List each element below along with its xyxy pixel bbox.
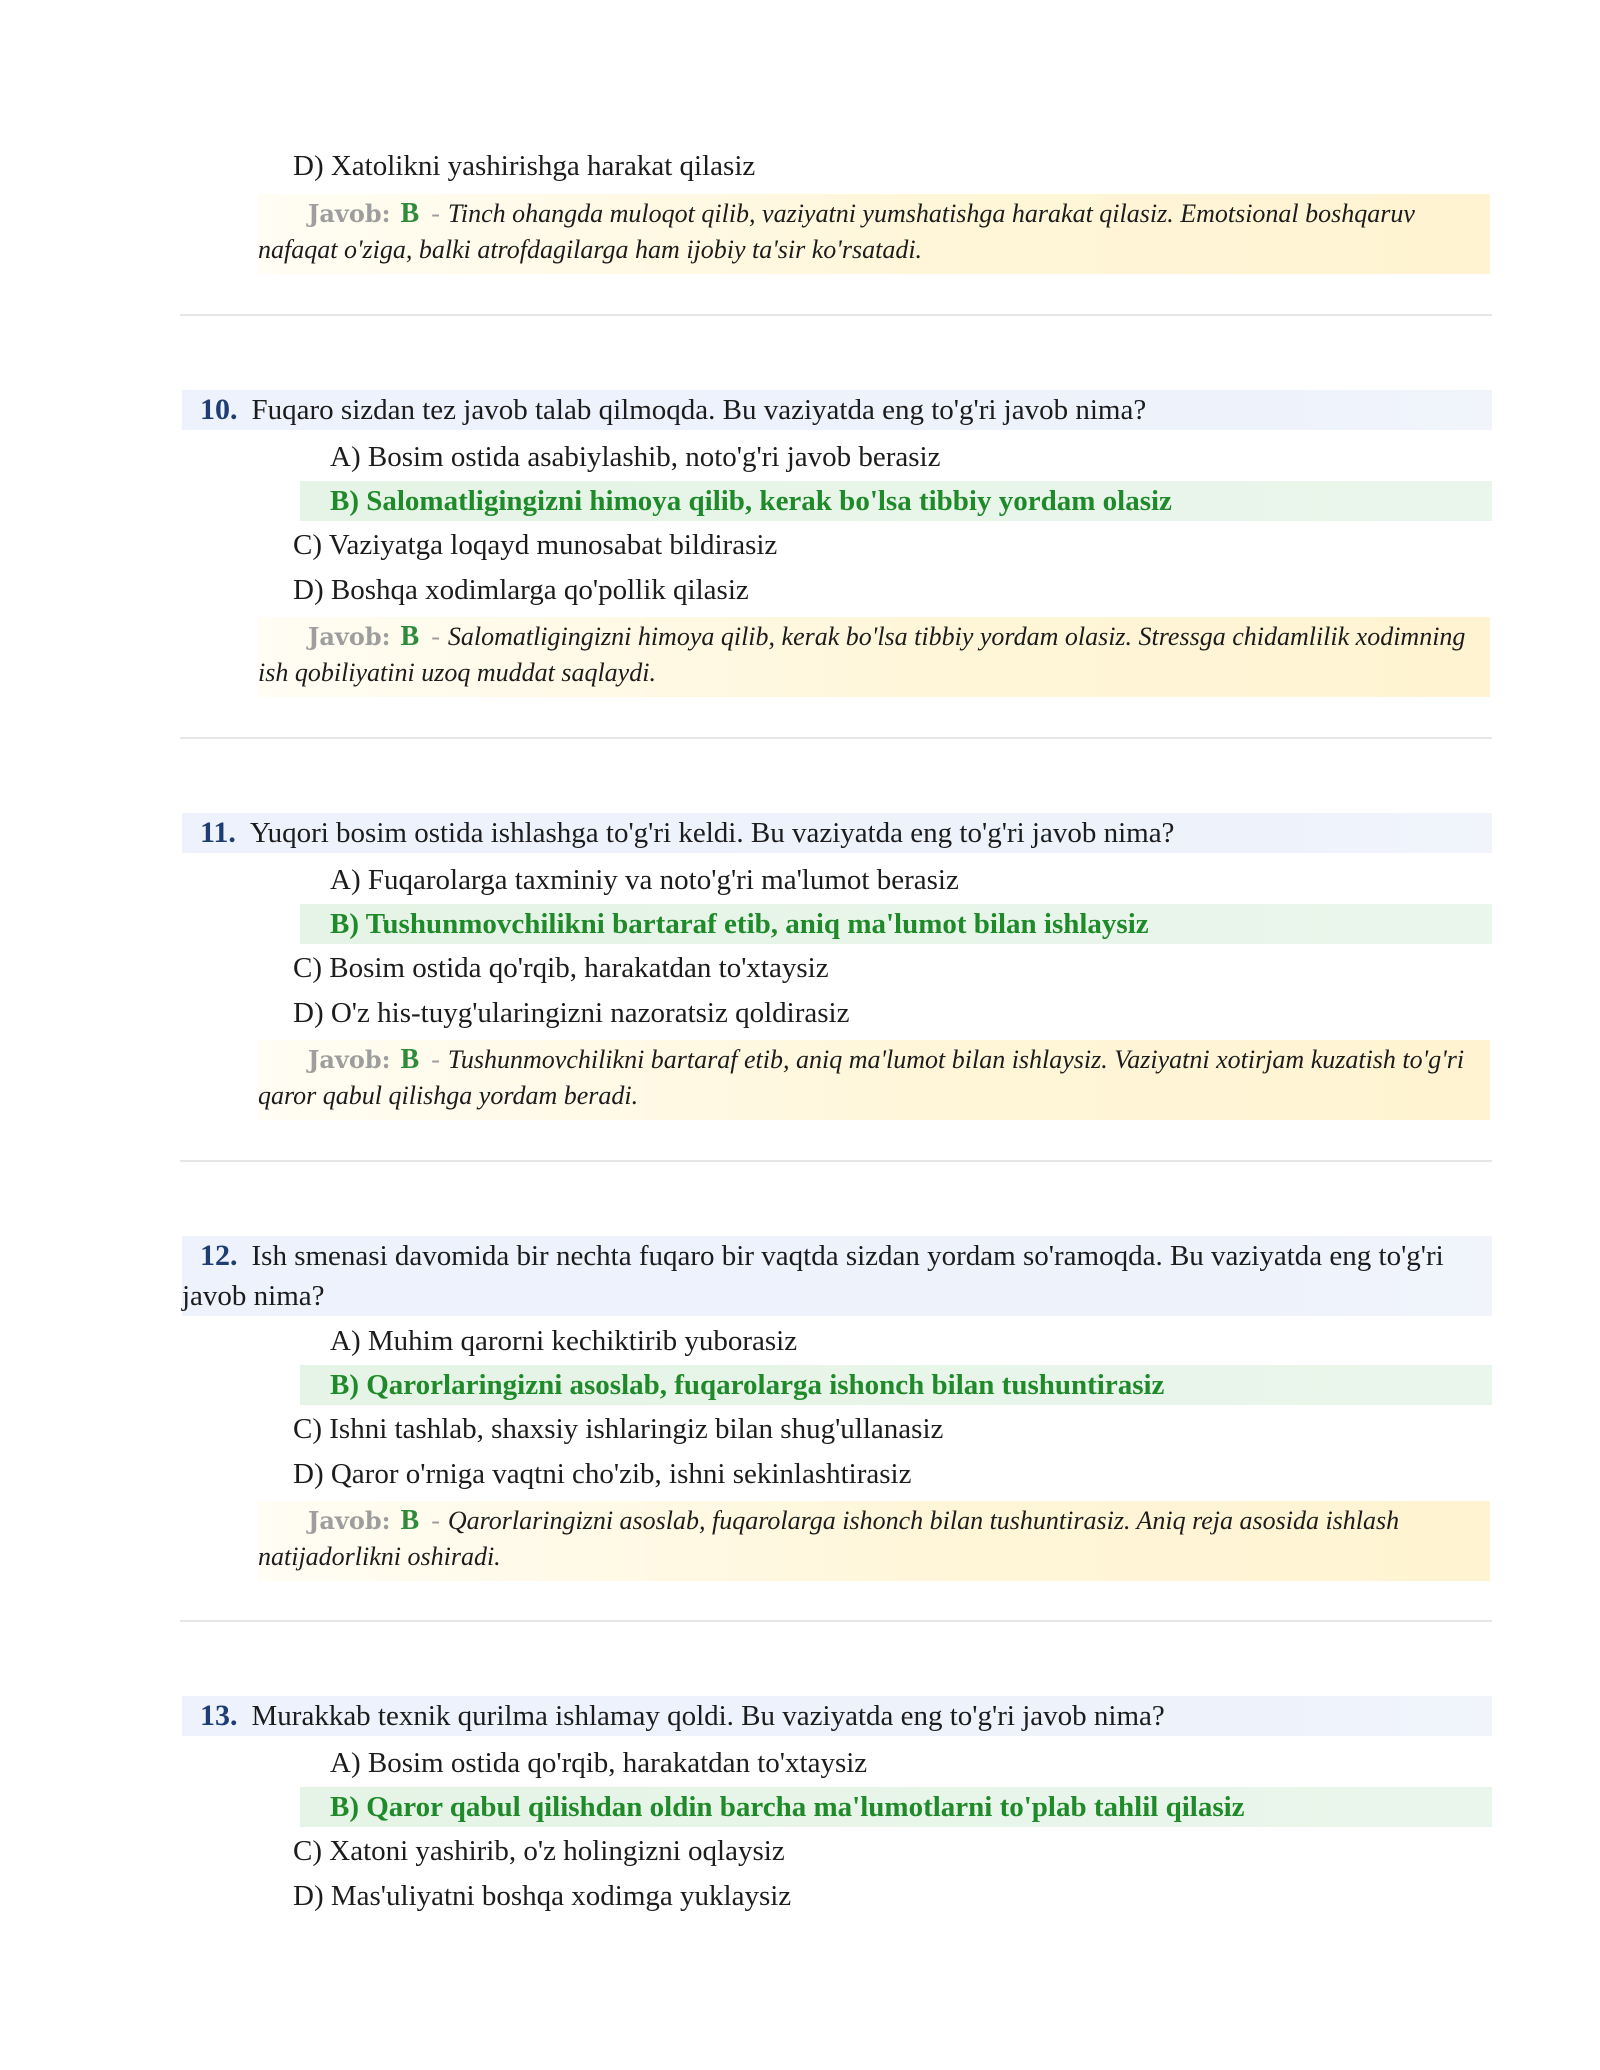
answer-letter: B	[400, 1505, 420, 1536]
option-c: C) Bosim ostida qo'rqib, harakatdan to'xtaysiz	[293, 952, 829, 984]
question-10	[182, 390, 1492, 430]
divider	[180, 737, 1492, 739]
answer-box	[258, 1501, 1490, 1581]
question-13	[182, 1696, 1492, 1736]
answer-explanation: Tushunmovchilikni bartaraf etib, aniq ma'lumot bilan ishlaysiz. Vaziyatni xotirjam kuzatish to'g'ri qaror qabul qilishga yordam beradi.	[258, 1045, 1465, 1110]
answer-dash: -	[431, 1506, 440, 1535]
option-d: D) Qaror o'rniga vaqtni cho'zib, ishni sekinlashtirasiz	[293, 1458, 912, 1490]
answer-letter: B	[400, 198, 420, 229]
divider	[180, 1620, 1492, 1622]
divider	[180, 1160, 1492, 1162]
option-a: A) Bosim ostida asabiylashib, noto'g'ri javob berasiz	[330, 441, 941, 473]
answer-label: Javob:	[308, 1045, 391, 1074]
answer-label: Javob:	[308, 199, 391, 228]
question-number: 10.	[200, 393, 238, 426]
answer-box	[258, 194, 1490, 274]
answer-letter: B	[400, 1044, 420, 1075]
option-d: D) O'z his-tuyg'ularingizni nazoratsiz qoldirasiz	[293, 997, 850, 1029]
question-12	[182, 1236, 1492, 1316]
answer-explanation: Salomatligingizni himoya qilib, kerak bo'lsa tibbiy yordam olasiz. Stressga chidamlilik xodimning ish qobiliyatini uzoq muddat saqlaydi.	[258, 622, 1466, 687]
option-b-correct: B) Salomatligingizni himoya qilib, kerak bo'lsa tibbiy yordam olasiz	[300, 481, 1492, 521]
option-b-correct: B) Tushunmovchilikni bartaraf etib, aniq ma'lumot bilan ishlaysiz	[300, 904, 1492, 944]
answer-explanation: Qarorlaringizni asoslab, fuqarolarga ishonch bilan tushuntirasiz. Aniq reja asosida ishlash natijadorlikni oshiradi.	[258, 1506, 1400, 1571]
question-number: 13.	[200, 1699, 238, 1732]
answer-box	[258, 1040, 1490, 1120]
question-number: 11.	[200, 816, 236, 849]
answer-box	[258, 617, 1490, 697]
divider	[180, 314, 1492, 316]
option-d: D) Boshqa xodimlarga qo'pollik qilasiz	[293, 574, 749, 606]
answer-label: Javob:	[308, 622, 391, 651]
option-d: D) Mas'uliyatni boshqa xodimga yuklaysiz	[293, 1880, 792, 1912]
question-text: Fuqaro sizdan tez javob talab qilmoqda. Bu vaziyatda eng to'g'ri javob nima?	[251, 394, 1147, 426]
option-b-correct: B) Qarorlaringizni asoslab, fuqarolarga ishonch bilan tushuntirasiz	[300, 1365, 1492, 1405]
option-c: C) Vaziyatga loqayd munosabat bildirasiz	[293, 529, 778, 561]
answer-dash: -	[431, 622, 440, 651]
question-text: Murakkab texnik qurilma ishlamay qoldi. Bu vaziyatda eng to'g'ri javob nima?	[251, 1700, 1165, 1732]
question-11	[182, 813, 1492, 853]
answer-dash: -	[431, 1045, 440, 1074]
option-c: C) Xatoni yashirib, o'z holingizni oqlaysiz	[293, 1835, 785, 1867]
answer-letter: B	[400, 621, 420, 652]
question-text: Yuqori bosim ostida ishlashga to'g'ri keldi. Bu vaziyatda eng to'g'ri javob nima?	[249, 817, 1175, 849]
answer-label: Javob:	[308, 1506, 391, 1535]
option-b-correct: B) Qaror qabul qilishdan oldin barcha ma'lumotlarni to'plab tahlil qilasiz	[300, 1787, 1492, 1827]
option-d: D) Xatolikni yashirishga harakat qilasiz	[293, 150, 756, 182]
answer-dash: -	[431, 199, 440, 228]
option-a: A) Bosim ostida qo'rqib, harakatdan to'xtaysiz	[330, 1747, 868, 1779]
option-a: A) Muhim qarorni kechiktirib yuborasiz	[330, 1325, 798, 1357]
answer-explanation: Tinch ohangda muloqot qilib, vaziyatni yumshatishga harakat qilasiz. Emotsional boshqaruv nafaqat o'ziga, balki atrofdagilarga ham ijobiy ta'sir ko'rsatadi.	[258, 199, 1415, 264]
option-c: C) Ishni tashlab, shaxsiy ishlaringiz bilan shug'ullanasiz	[293, 1413, 944, 1445]
question-number: 12.	[200, 1239, 238, 1272]
question-text: Ish smenasi davomida bir nechta fuqaro bir vaqtda sizdan yordam so'ramoqda. Bu vaziyatda eng to'g'ri javob nima?	[182, 1240, 1444, 1312]
option-a: A) Fuqarolarga taxminiy va noto'g'ri ma'lumot berasiz	[330, 864, 959, 896]
